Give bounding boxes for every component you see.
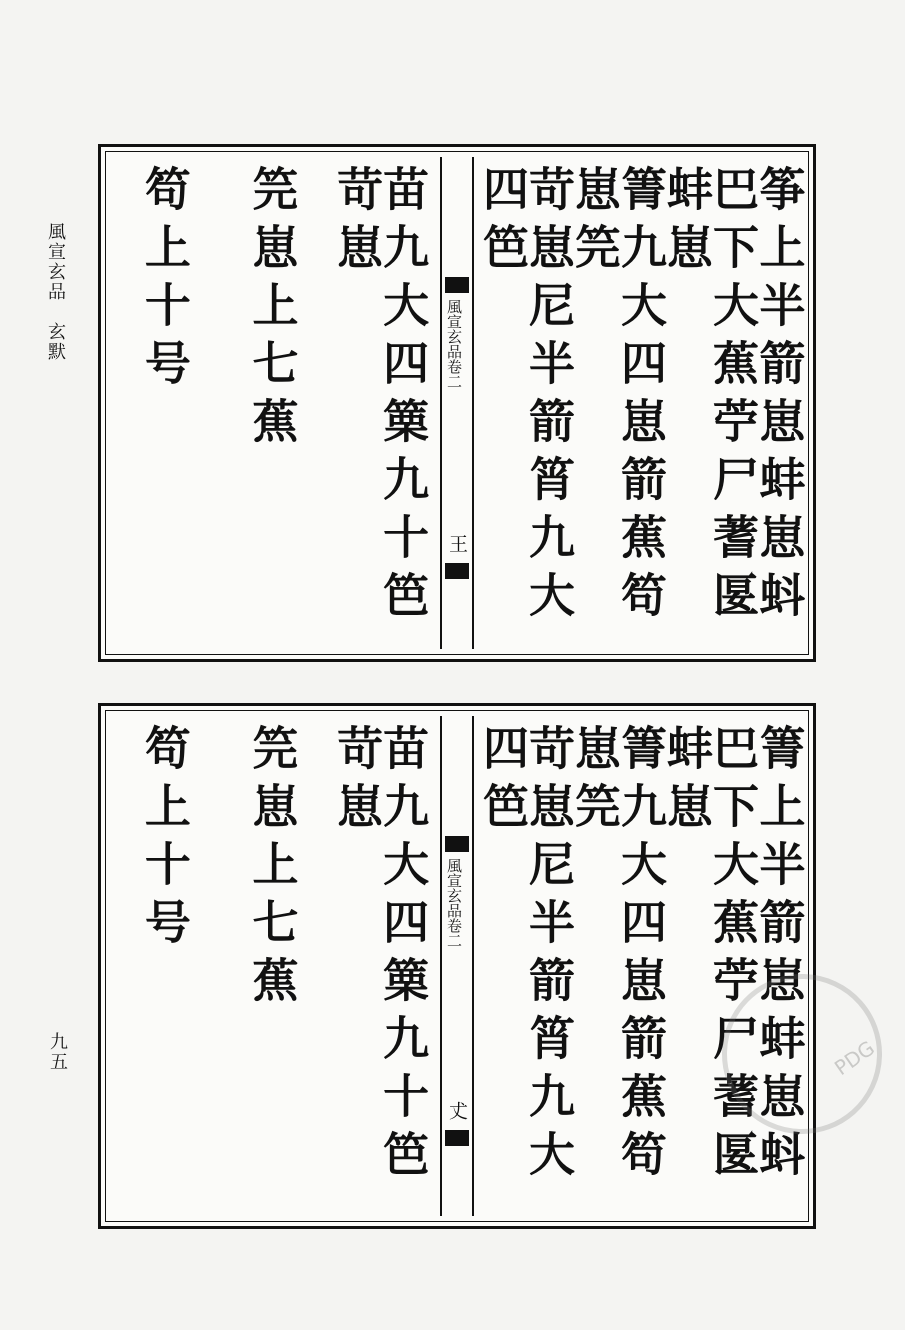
fish-tail-mark — [445, 836, 469, 852]
text-block-lower — [98, 703, 816, 1229]
text-column: 笎崽上七蕉 — [245, 724, 300, 1014]
banxin-title: 風宣玄品卷二 — [445, 858, 463, 948]
banxin-leaf-number: 王 — [446, 534, 468, 553]
text-column: 箐上半箭崽蚌崽蚪 — [752, 724, 807, 1188]
banxin-title: 風宣玄品卷二 — [445, 299, 463, 389]
half-page-left — [111, 157, 434, 649]
text-column: 巴下大蕉苧尸蓍匽蚌崽 — [660, 724, 760, 1188]
text-column: 巴下大蕉苧尸蓍匽蚌崽 — [660, 165, 760, 629]
margin-title: 風宣玄品 玄默 — [45, 222, 66, 362]
fish-tail-mark — [445, 563, 469, 579]
banxin-center — [440, 157, 474, 649]
text-column: 笱上十号 — [137, 724, 192, 956]
watermark-text: PDG — [830, 1035, 879, 1081]
text-column: 箐九大四崽箭蕉笱崽笎 — [568, 724, 668, 1188]
half-page-right — [476, 716, 807, 1216]
text-column: 箐九大四崽箭蕉笱崽笎 — [568, 165, 668, 629]
text-column: 苗九大四篥九十笆苛崽 — [330, 165, 431, 629]
text-column: 笎崽上七蕉 — [245, 165, 300, 455]
fish-tail-mark — [445, 1130, 469, 1146]
banxin-leaf-number: 𠀋 — [446, 1101, 468, 1120]
text-column: 筝上半箭崽蚌崽蚪 — [752, 165, 807, 629]
text-column: 苛崽尼半箭筲九大四笆 — [476, 165, 576, 629]
half-page-left — [111, 716, 434, 1216]
fish-tail-mark — [445, 277, 469, 293]
text-column: 苗九大四篥九十笆苛崽 — [330, 724, 431, 1188]
text-column: 笱上十号 — [137, 165, 192, 397]
text-block-upper — [98, 144, 816, 662]
half-page-right — [476, 157, 807, 649]
text-column: 苛崽尼半箭筲九大四笆 — [476, 724, 576, 1188]
banxin-center — [440, 716, 474, 1216]
page-number: 九五 — [47, 1032, 68, 1072]
